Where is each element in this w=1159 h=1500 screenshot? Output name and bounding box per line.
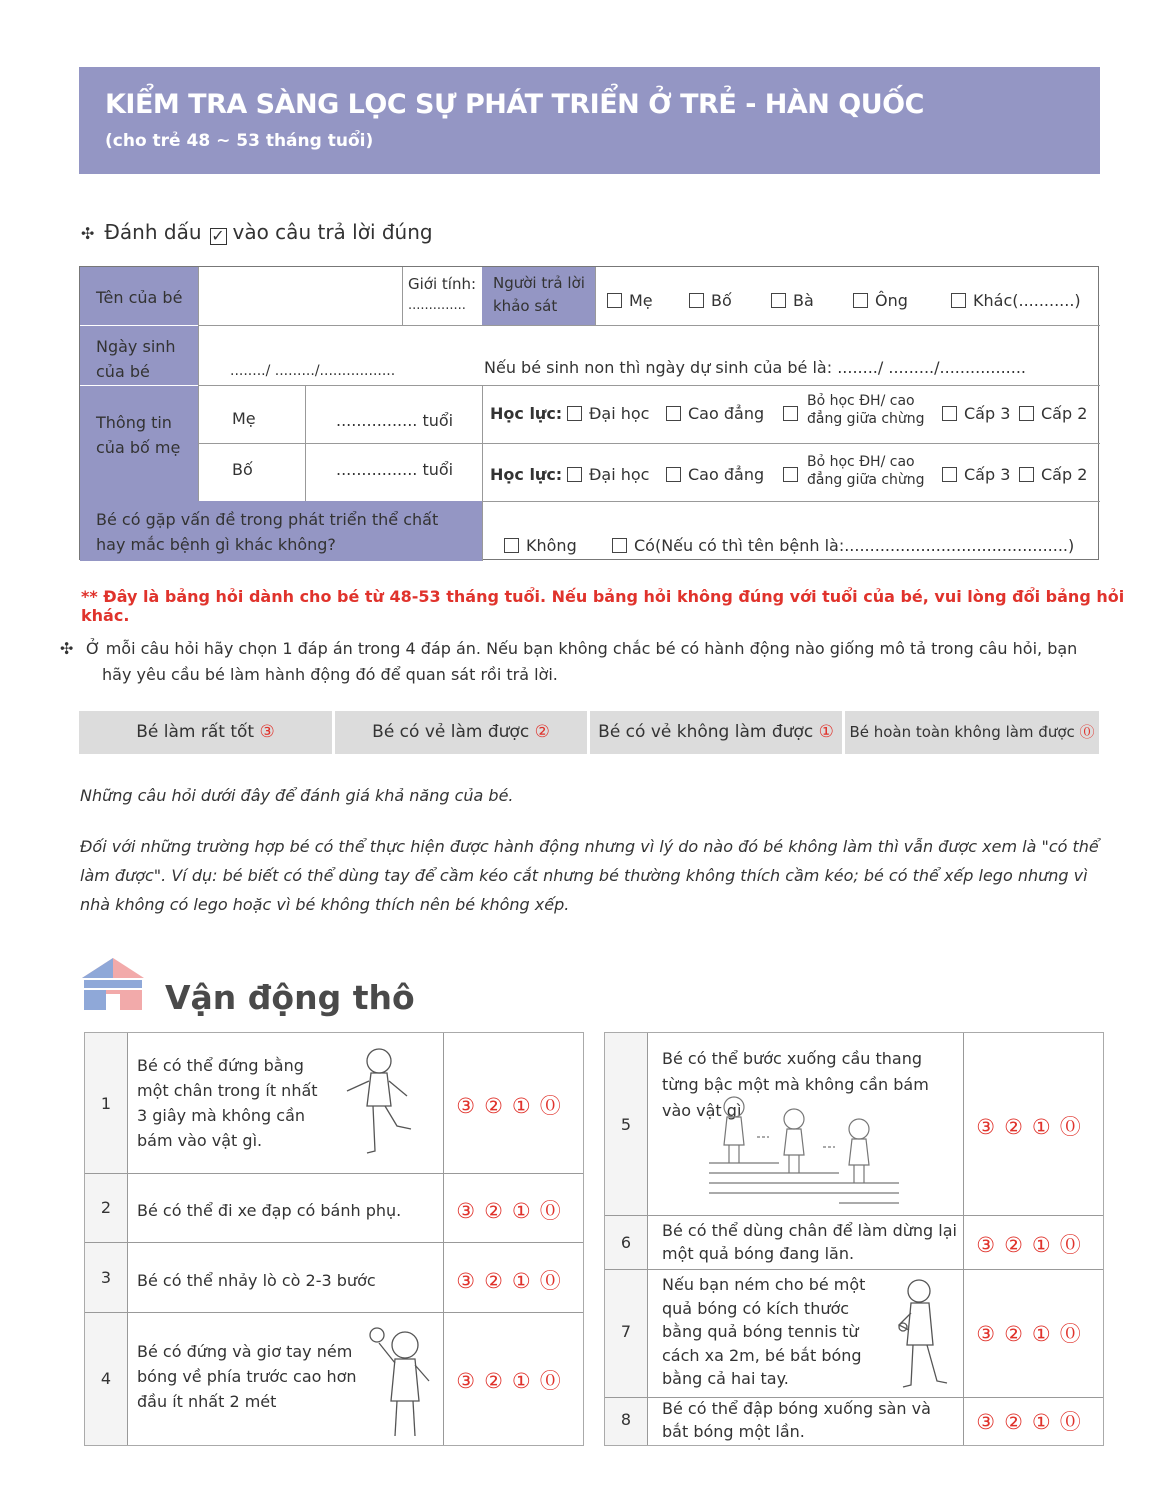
- checkbox[interactable]: [853, 293, 868, 308]
- mother-edu-label: Học lực:: [490, 404, 563, 423]
- intro-text-1: Những câu hỏi dưới đây để đánh giá khả năng của bé.: [80, 786, 514, 805]
- father-edu-college[interactable]: Cao đẳng: [666, 462, 764, 487]
- answer-options[interactable]: ③②①⓪: [976, 1322, 1090, 1346]
- parents-info-label: Thông tin của bố mẹ: [96, 413, 181, 457]
- scale-item-1: Bé có vẻ không làm được ①: [590, 711, 842, 754]
- question-table-right: [604, 1032, 1104, 1446]
- question-text: Bé có thể bước xuống cầu thang từng bậc một mà không cần bám vào vật gì: [662, 1049, 929, 1120]
- scale-item-0: Bé hoàn toàn không làm được ⓪: [845, 711, 1099, 754]
- child-catching-ball-illustration: [889, 1275, 959, 1393]
- answer-options[interactable]: ③②①⓪: [976, 1233, 1090, 1257]
- answer-options[interactable]: ③②①⓪: [976, 1115, 1090, 1139]
- question-number: 4: [100, 1369, 112, 1388]
- mother-edu-dropout: Bỏ học ĐH/ cao đẳng giữa chừng: [807, 393, 925, 427]
- checkbox[interactable]: [1019, 467, 1034, 482]
- checkbox[interactable]: [607, 293, 622, 308]
- answer-scale: [79, 711, 1099, 754]
- child-throwing-ball-illustration: [367, 1321, 439, 1443]
- checkbox[interactable]: [567, 467, 582, 482]
- health-question: Bé có gặp vấn đề trong phát triển thể chất hay mắc bệnh gì khác không?: [96, 510, 439, 554]
- answer-options[interactable]: ③②①⓪: [456, 1369, 570, 1393]
- father-edu-university[interactable]: Đại học: [567, 462, 649, 487]
- house-icon: [82, 958, 144, 1010]
- father-age-field[interactable]: ................ tuổi: [336, 460, 454, 479]
- checkbox[interactable]: [666, 467, 681, 482]
- checkbox[interactable]: [951, 293, 966, 308]
- question-number: 3: [100, 1268, 112, 1287]
- mother-label: Mẹ: [232, 409, 256, 428]
- mother-edu-grade12[interactable]: Cấp 3: [942, 401, 1010, 426]
- checkbox[interactable]: [942, 467, 957, 482]
- checkbox[interactable]: [689, 293, 704, 308]
- father-edu-grade9[interactable]: Cấp 2: [1019, 462, 1087, 487]
- father-label: Bố: [232, 460, 253, 479]
- respondent-option-grandfather[interactable]: Ông: [853, 288, 908, 313]
- dob-field[interactable]: ......../ ........./.................: [230, 363, 396, 379]
- scale-item-2: Bé có vẻ làm được ②: [335, 711, 587, 754]
- child-walking-downstairs-illustration: [709, 1093, 905, 1208]
- question-number: 2: [100, 1198, 112, 1217]
- checkbox[interactable]: [666, 406, 681, 421]
- mark-instruction: ✣ Đánh dấu ✓ vào câu trả lời đúng: [81, 220, 433, 245]
- question-text: Bé có thể đi xe đạp có bánh phụ.: [137, 1201, 402, 1220]
- respondent-option-grandmother[interactable]: Bà: [771, 288, 814, 313]
- question-number: 6: [620, 1233, 632, 1252]
- respondent-option-other[interactable]: Khác(...........): [951, 288, 1081, 313]
- respondent-option-mother[interactable]: Mẹ: [607, 288, 653, 313]
- question-number: 1: [100, 1094, 112, 1113]
- question-text: Nếu bạn ném cho bé một quả bóng có kích thước bằng quả bóng tennis từ cách xa 2m, bé bắt bóng bằng cả hai tay.: [662, 1275, 866, 1388]
- dob-label: Ngày sinh của bé: [96, 337, 176, 381]
- question-text: Bé có đứng và giơ tay ném bóng về phía trước cao hơn đầu ít nhất 2 mét: [137, 1342, 357, 1411]
- mother-edu-college[interactable]: Cao đẳng: [666, 401, 764, 426]
- respondent-label: Người trả lời khảo sát: [493, 274, 585, 315]
- child-name-field[interactable]: [198, 267, 402, 325]
- question-number: 5: [620, 1115, 632, 1134]
- question-text: Bé có thể đứng bằng một chân trong ít nhất 3 giây mà không cần bám vào vật gì.: [137, 1056, 318, 1150]
- bullet-icon: ✣: [81, 224, 95, 243]
- checkbox[interactable]: [504, 538, 519, 553]
- gender-label: Giới tính:: [408, 275, 477, 293]
- question-text: Bé có thể dùng chân để làm dừng lại một quả bóng đang lăn.: [662, 1221, 957, 1263]
- child-standing-one-leg-illustration: [339, 1041, 429, 1166]
- answer-guide: ✣ Ở mỗi câu hỏi hãy chọn 1 đáp án trong 4 đáp án. Nếu bạn không chắc bé có hành động nào giống mô tả trong câu hỏi, bạn hãy yêu cầu bé làm hành động đó để quan sát rồi trả lời.: [60, 639, 1078, 684]
- checkbox[interactable]: [567, 406, 582, 421]
- mother-edu-grade9[interactable]: Cấp 2: [1019, 401, 1087, 426]
- header-banner: [79, 67, 1100, 174]
- child-name-label: Tên của bé: [96, 288, 183, 307]
- father-edu-grade12[interactable]: Cấp 3: [942, 462, 1010, 487]
- mother-edu-dropout-checkbox[interactable]: [783, 401, 805, 426]
- checkbox[interactable]: [771, 293, 786, 308]
- question-text: Bé có thể đập bóng xuống sàn và bắt bóng một lần.: [662, 1399, 931, 1441]
- checkbox[interactable]: [1019, 406, 1034, 421]
- answer-options[interactable]: ③②①⓪: [456, 1269, 570, 1293]
- question-table-left: [84, 1032, 584, 1446]
- intro-text-2: Đối với những trường hợp bé có thể thực hiện được hành động nhưng vì lý do nào đó bé không làm thì vẫn được xem là "có thể làm được". Ví dụ: bé biết có thể dùng tay để cầm kéo cắt nhưng bé thường không thích cầm kéo; bé có thể xếp lego nhưng vì nhà không có lego hoặc vì bé không thích nên bé không xếp.: [80, 837, 1099, 914]
- answer-options[interactable]: ③②①⓪: [456, 1094, 570, 1118]
- checkbox[interactable]: [783, 467, 798, 482]
- premature-due-date[interactable]: Nếu bé sinh non thì ngày dự sinh của bé là: ......../ ........./.................: [484, 358, 1026, 377]
- health-option-yes[interactable]: Có(Nếu có thì tên bệnh là:............................................): [612, 533, 1074, 558]
- checkbox[interactable]: [612, 538, 627, 553]
- question-number: 8: [620, 1410, 632, 1429]
- page-subtitle: (cho trẻ 48 ~ 53 tháng tuổi): [105, 131, 374, 151]
- answer-options[interactable]: ③②①⓪: [976, 1410, 1090, 1434]
- father-edu-dropout: Bỏ học ĐH/ cao đẳng giữa chừng: [807, 454, 925, 488]
- mother-edu-university[interactable]: Đại học: [567, 401, 649, 426]
- info-table: [79, 266, 1099, 560]
- age-note: ** Đây là bảng hỏi dành cho bé từ 48-53 tháng tuổi. Nếu bảng hỏi không đúng với tuổi của bé, vui lòng đổi bảng hỏi khác.: [81, 587, 1125, 625]
- respondent-option-father[interactable]: Bố: [689, 288, 732, 313]
- question-number: 7: [620, 1322, 632, 1341]
- gender-field[interactable]: ..............: [408, 298, 466, 313]
- health-option-no[interactable]: Không: [504, 533, 577, 558]
- father-edu-dropout-checkbox[interactable]: [783, 462, 805, 487]
- mother-age-field[interactable]: ................ tuổi: [336, 411, 454, 430]
- father-edu-label: Học lực:: [490, 465, 563, 484]
- checkbox[interactable]: [783, 406, 798, 421]
- section-title: Vận động thô: [165, 978, 415, 1017]
- checkmark-icon: ✓: [211, 226, 225, 245]
- question-text: Bé có thể nhảy lò cò 2-3 bước: [137, 1271, 376, 1290]
- scale-item-3: Bé làm rất tốt ③: [79, 711, 332, 754]
- answer-options[interactable]: ③②①⓪: [456, 1199, 570, 1223]
- page-title: KIỂM TRA SÀNG LỌC SỰ PHÁT TRIỂN Ở TRẺ - HÀN QUỐC: [105, 89, 924, 120]
- checkbox[interactable]: [942, 406, 957, 421]
